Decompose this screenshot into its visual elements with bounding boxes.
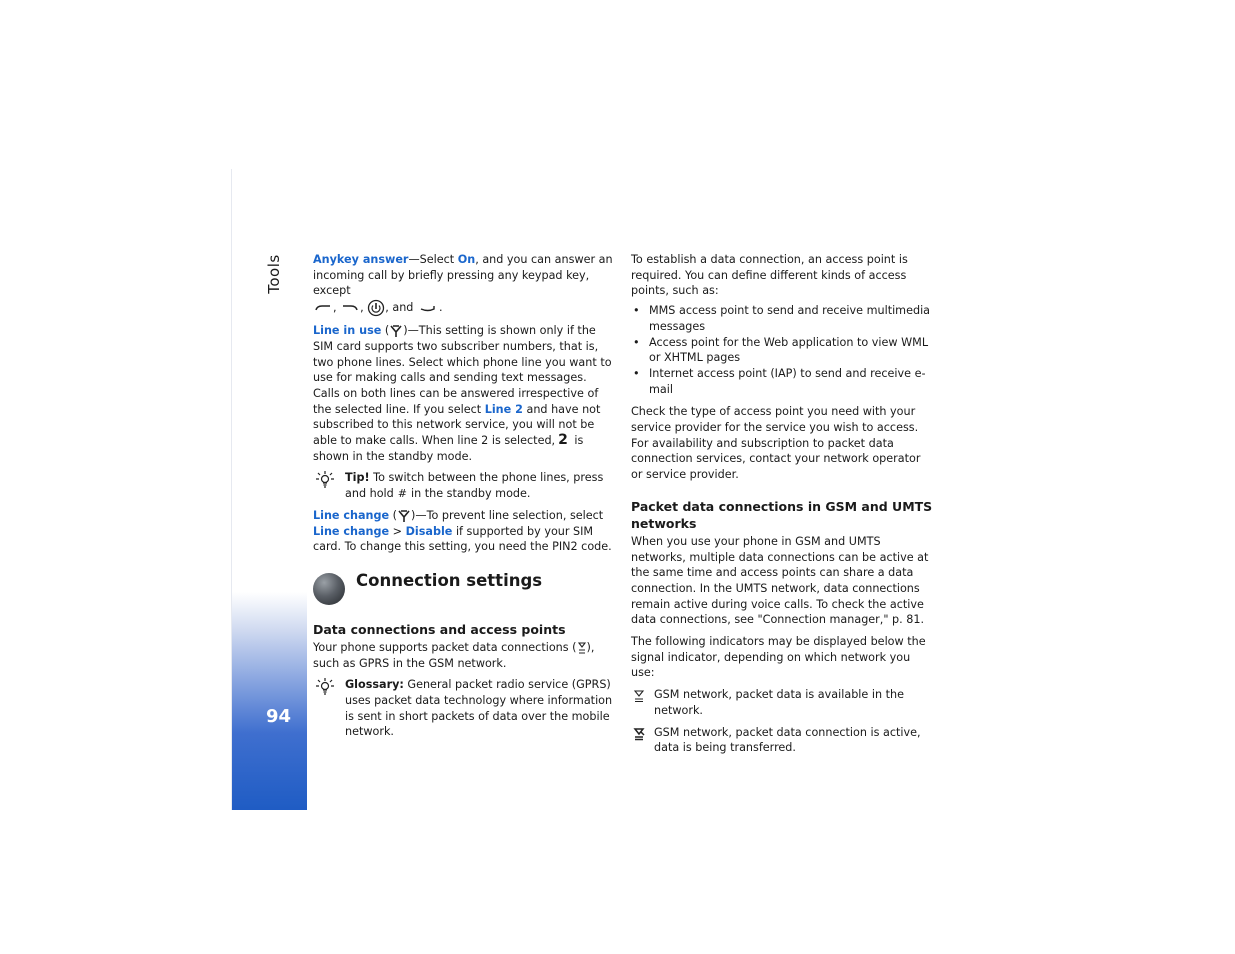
- globe-icon: [313, 573, 345, 605]
- tip-label: Tip!: [345, 471, 370, 485]
- network-service-icon: [397, 509, 411, 523]
- packet-data-available-icon: [633, 689, 645, 703]
- network-service-icon: [389, 324, 403, 338]
- indicators-intro: The following indicators may be displayed below the signal indicator, depending on which network you use:: [631, 635, 926, 680]
- packet-data-icon: [577, 641, 587, 655]
- anykey-answer-term: Anykey answer: [313, 253, 409, 266]
- check-paragraph: Check the type of access point you need with your service provider for the service you wish to access. For availability and subscription to packet data connection services, contact your network operator or service provider.: [631, 405, 921, 482]
- line-change-option: Line change: [313, 524, 390, 538]
- access-point-intro: To establish a data connection, an access point is required. You can define different kinds of access points, such as:: [631, 253, 908, 298]
- selection-key-icon: [417, 303, 439, 313]
- line-2-indicator-icon: 2: [558, 432, 568, 449]
- tip-box: Tip! To switch between the phone lines, press and hold # in the standby mode.: [313, 470, 613, 501]
- on-option: On: [457, 253, 476, 266]
- line-in-use-paragraph: Line in use ( )—This setting is shown only if the SIM card supports two subscriber numbers, that is, two phone lines. Select which phone line you want to use for making calls and sending text messages. Calls on both lines can be answered irrespective of the selected line. If you select Line 2 and have not subscribed to this network service, you will not be able to make calls. When line 2 is selected, 2 is shown in the standby mode.: [313, 324, 612, 463]
- line-2-option: Line 2: [484, 402, 523, 416]
- right-column: [631, 252, 934, 756]
- glossary-label: Glossary:: [345, 678, 404, 692]
- call-key-icon: [313, 303, 333, 313]
- page-number: 94: [266, 706, 292, 727]
- line-change-paragraph: Line change ( )—To prevent line selection, select Line change > Disable if supported by your SIM card. To change this setting, you need the PIN2 code.: [313, 508, 612, 554]
- list-item: • MMS access point to send and receive multimedia messages: [631, 303, 934, 334]
- list-item: • Internet access point (IAP) to send and receive e-mail: [631, 366, 934, 397]
- glossary-box: Glossary: General packet radio service (GPRS) uses packet data technology where information is sent in short packets of data over the mobile network.: [313, 677, 613, 740]
- indicator-row: GSM network, packet data connection is active, data is being transferred.: [631, 725, 934, 756]
- line-in-use-term: Line in use: [313, 324, 382, 338]
- disable-option: Disable: [405, 524, 453, 538]
- access-point-list: [631, 303, 934, 397]
- left-column: [313, 252, 613, 740]
- tip-bulb-icon: [315, 470, 335, 490]
- section-tab: [262, 255, 286, 295]
- section-heading: [313, 570, 613, 613]
- line-change-term: Line change: [313, 508, 390, 522]
- end-key-icon: [340, 303, 360, 313]
- hash-key-icon: #: [397, 487, 407, 501]
- section-label: Tools: [265, 254, 283, 294]
- subheading-packet-data: Packet data connections in GSM and UMTS networks: [631, 498, 933, 531]
- subheading-data-connections: Data connections and access points: [313, 621, 566, 637]
- section-title: Connection settings: [356, 570, 543, 590]
- glossary-bulb-icon: [315, 677, 335, 697]
- anykey-answer-paragraph: Anykey answer—Select On, and you can answer an incoming call by briefly pressing any keypad key, except , , , and .: [313, 252, 613, 317]
- packet-data-paragraph: Your phone supports packet data connections ( ), such as GPRS in the GSM network.: [313, 640, 595, 670]
- gsm-umts-paragraph: When you use your phone in GSM and UMTS networks, multiple data connections can be active at the same time and access points can share a data connection. In the UMTS network, data connections remain active during voice calls. To check the active data connections, see "Connection manager," p. 81.: [631, 534, 929, 627]
- packet-data-active-icon: [633, 727, 645, 741]
- power-key-icon: [367, 299, 385, 317]
- indicator-row: GSM network, packet data is available in the network.: [631, 687, 934, 718]
- list-item: • Access point for the Web application to view WML or XHTML pages: [631, 335, 934, 366]
